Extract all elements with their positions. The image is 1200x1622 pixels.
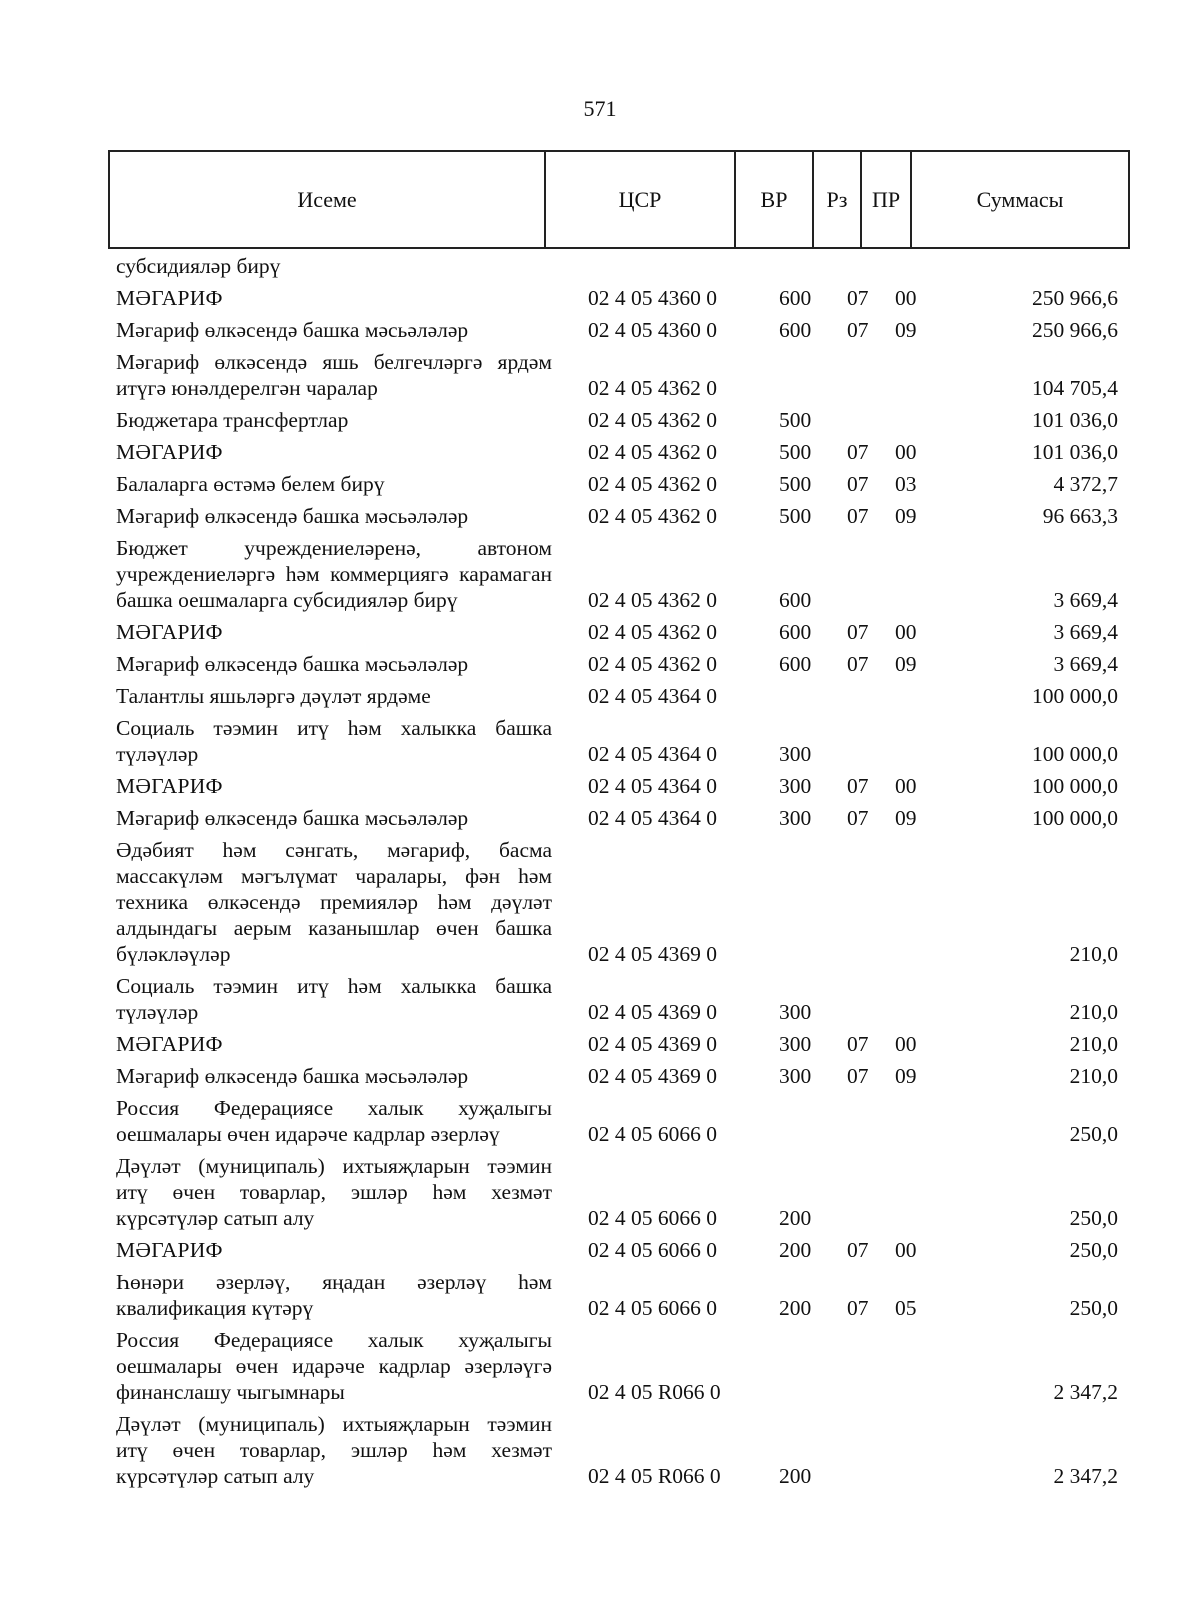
row-name: Мәгариф өлкәсендә яшь белгечләргә ярдәм итүгә юнәлдерелгән чаралар bbox=[116, 350, 552, 400]
row-sum: 210,0 bbox=[1069, 1000, 1118, 1024]
row-vr: 600 bbox=[779, 652, 812, 676]
row-sum: 250 966,6 bbox=[1032, 318, 1118, 342]
row-rz: 07 bbox=[847, 504, 869, 528]
row-name: Мәгариф өлкәсендә башка мәсьәләләр bbox=[116, 318, 469, 342]
row-pr: 00 bbox=[895, 1238, 917, 1262]
row-vr: 500 bbox=[779, 440, 812, 464]
row-csr: 02 4 05 6066 0 bbox=[588, 1296, 717, 1320]
row-name: МӘГАРИФ bbox=[116, 1238, 223, 1262]
row-csr: 02 4 05 6066 0 bbox=[588, 1122, 717, 1146]
row-pr: 09 bbox=[895, 1064, 917, 1088]
row-csr: 02 4 05 4362 0 bbox=[588, 440, 717, 464]
row-name: субсидияләр бирү bbox=[116, 254, 281, 278]
header-rz: Рз bbox=[813, 151, 861, 248]
row-csr: 02 4 05 4364 0 bbox=[588, 684, 717, 708]
row-csr: 02 4 05 4360 0 bbox=[588, 286, 717, 310]
row-csr: 02 4 05 4362 0 bbox=[588, 588, 717, 612]
row-vr: 500 bbox=[779, 504, 812, 528]
header-pr: ПР bbox=[861, 151, 911, 248]
header-name: Исеме bbox=[109, 151, 545, 248]
row-name: Россия Федерациясе халык хуҗалыгы оешмалары өчен идарәче кадрлар әзерләү bbox=[116, 1096, 552, 1146]
table-row bbox=[0, 1266, 1200, 1324]
row-vr: 300 bbox=[779, 1064, 812, 1088]
table-row bbox=[0, 1092, 1200, 1150]
row-name: МӘГАРИФ bbox=[116, 1032, 223, 1056]
row-name: Бюджет учреждениеләренә, автоном учреждениеләргә һәм коммерциягә карамаган башка оешмаларга субсидияләр бирү bbox=[116, 536, 552, 612]
row-name: Мәгариф өлкәсендә башка мәсьәләләр bbox=[116, 504, 469, 528]
row-sum: 210,0 bbox=[1069, 942, 1118, 966]
row-sum: 2 347,2 bbox=[1053, 1464, 1118, 1488]
row-sum: 100 000,0 bbox=[1032, 742, 1118, 766]
row-rz: 07 bbox=[847, 774, 869, 798]
row-name: МӘГАРИФ bbox=[116, 774, 223, 798]
row-csr: 02 4 05 4364 0 bbox=[588, 806, 717, 830]
row-pr: 03 bbox=[895, 472, 917, 496]
row-name: Дәүләт (муниципаль) ихтыяҗларын тәэмин итү өчен товарлар, эшләр һәм хезмәт күрсәтүләр сатып алу bbox=[116, 1412, 552, 1488]
row-csr: 02 4 05 4362 0 bbox=[588, 620, 717, 644]
row-sum: 2 347,2 bbox=[1053, 1380, 1118, 1404]
row-rz: 07 bbox=[847, 620, 869, 644]
header-vr: ВР bbox=[735, 151, 813, 248]
table-row bbox=[0, 802, 1200, 834]
row-sum: 100 000,0 bbox=[1032, 806, 1118, 830]
row-sum: 96 663,3 bbox=[1042, 504, 1118, 528]
row-sum: 210,0 bbox=[1069, 1064, 1118, 1088]
row-sum: 100 000,0 bbox=[1032, 774, 1118, 798]
table-row bbox=[0, 250, 1200, 282]
row-name: Мәгариф өлкәсендә башка мәсьәләләр bbox=[116, 806, 469, 830]
row-vr: 300 bbox=[779, 1032, 812, 1056]
row-rz: 07 bbox=[847, 318, 869, 342]
row-pr: 00 bbox=[895, 286, 917, 310]
row-pr: 00 bbox=[895, 1032, 917, 1056]
row-sum: 210,0 bbox=[1069, 1032, 1118, 1056]
row-name: МӘГАРИФ bbox=[116, 440, 223, 464]
row-csr: 02 4 05 4369 0 bbox=[588, 1064, 717, 1088]
table-body bbox=[0, 250, 1200, 1492]
row-vr: 200 bbox=[779, 1206, 812, 1230]
row-sum: 250,0 bbox=[1069, 1206, 1118, 1230]
table-row bbox=[0, 970, 1200, 1028]
row-rz: 07 bbox=[847, 652, 869, 676]
row-pr: 00 bbox=[895, 440, 917, 464]
table-row bbox=[0, 346, 1200, 404]
row-csr: 02 4 05 4369 0 bbox=[588, 942, 717, 966]
row-sum: 4 372,7 bbox=[1053, 472, 1118, 496]
row-pr: 09 bbox=[895, 504, 917, 528]
row-vr: 600 bbox=[779, 588, 812, 612]
row-vr: 600 bbox=[779, 318, 812, 342]
row-name: Әдәбият һәм сәнгать, мәгариф, басма массакүләм мәгълүмат чаралары, фән һәм техника өлкәсендә премияләр һәм дәүләт алдындагы аерым казанышлар өчен башка бүләкләүләр bbox=[116, 838, 552, 966]
row-sum: 101 036,0 bbox=[1032, 408, 1118, 432]
row-pr: 00 bbox=[895, 774, 917, 798]
row-pr: 05 bbox=[895, 1296, 917, 1320]
row-name: Бюджетара трансфертлар bbox=[116, 408, 349, 432]
row-sum: 250,0 bbox=[1069, 1238, 1118, 1262]
row-name: МӘГАРИФ bbox=[116, 286, 223, 310]
table-row bbox=[0, 500, 1200, 532]
row-name: Балаларга өстәмә белем бирү bbox=[116, 472, 385, 496]
table-row bbox=[0, 468, 1200, 500]
row-rz: 07 bbox=[847, 1296, 869, 1320]
row-vr: 500 bbox=[779, 408, 812, 432]
row-vr: 300 bbox=[779, 742, 812, 766]
row-csr: 02 4 05 4362 0 bbox=[588, 376, 717, 400]
row-name: Социаль тәэмин итү һәм халыкка башка түләүләр bbox=[116, 716, 552, 766]
row-sum: 250,0 bbox=[1069, 1296, 1118, 1320]
table-row bbox=[0, 1234, 1200, 1266]
table-row bbox=[0, 680, 1200, 712]
table-row bbox=[0, 1150, 1200, 1234]
row-csr: 02 4 05 4362 0 bbox=[588, 504, 717, 528]
row-sum: 100 000,0 bbox=[1032, 684, 1118, 708]
row-rz: 07 bbox=[847, 1238, 869, 1262]
row-vr: 300 bbox=[779, 774, 812, 798]
header-csr: ЦСР bbox=[545, 151, 735, 248]
table-row bbox=[0, 1060, 1200, 1092]
row-rz: 07 bbox=[847, 1064, 869, 1088]
row-csr: 02 4 05 4369 0 bbox=[588, 1032, 717, 1056]
row-pr: 00 bbox=[895, 620, 917, 644]
row-sum: 250,0 bbox=[1069, 1122, 1118, 1146]
row-sum: 3 669,4 bbox=[1053, 652, 1118, 676]
row-name: Һөнәри әзерләү, яңадан әзерләү һәм квалификация күтәрү bbox=[116, 1270, 552, 1320]
row-rz: 07 bbox=[847, 1032, 869, 1056]
table-row bbox=[0, 404, 1200, 436]
row-sum: 3 669,4 bbox=[1053, 620, 1118, 644]
row-csr: 02 4 05 4362 0 bbox=[588, 472, 717, 496]
row-pr: 09 bbox=[895, 318, 917, 342]
table-row bbox=[0, 532, 1200, 616]
row-name: Мәгариф өлкәсендә башка мәсьәләләр bbox=[116, 652, 469, 676]
table-row bbox=[0, 1408, 1200, 1492]
row-name: Социаль тәэмин итү һәм халыкка башка түләүләр bbox=[116, 974, 552, 1024]
table-row bbox=[0, 834, 1200, 970]
row-csr: 02 4 05 6066 0 bbox=[588, 1238, 717, 1262]
row-csr: 02 4 05 4362 0 bbox=[588, 652, 717, 676]
table-row bbox=[0, 436, 1200, 468]
table-row bbox=[0, 282, 1200, 314]
table-row bbox=[0, 648, 1200, 680]
table-row bbox=[0, 770, 1200, 802]
row-rz: 07 bbox=[847, 286, 869, 310]
row-vr: 300 bbox=[779, 1000, 812, 1024]
row-rz: 07 bbox=[847, 806, 869, 830]
table-row bbox=[0, 314, 1200, 346]
page-number: 571 bbox=[583, 96, 617, 121]
row-vr: 200 bbox=[779, 1238, 812, 1262]
row-sum: 250 966,6 bbox=[1032, 286, 1118, 310]
table-row bbox=[0, 1028, 1200, 1060]
table-header bbox=[108, 150, 1130, 249]
row-vr: 200 bbox=[779, 1296, 812, 1320]
row-sum: 3 669,4 bbox=[1053, 588, 1118, 612]
row-csr: 02 4 05 4369 0 bbox=[588, 1000, 717, 1024]
row-name: Мәгариф өлкәсендә башка мәсьәләләр bbox=[116, 1064, 469, 1088]
row-vr: 200 bbox=[779, 1464, 812, 1488]
row-csr: 02 4 05 4364 0 bbox=[588, 742, 717, 766]
row-csr: 02 4 05 R066 0 bbox=[588, 1380, 721, 1404]
row-csr: 02 4 05 4364 0 bbox=[588, 774, 717, 798]
row-sum: 104 705,4 bbox=[1032, 376, 1118, 400]
table-row bbox=[0, 616, 1200, 648]
row-rz: 07 bbox=[847, 472, 869, 496]
header-sum: Суммасы bbox=[911, 151, 1129, 248]
table-row bbox=[0, 712, 1200, 770]
row-pr: 09 bbox=[895, 652, 917, 676]
row-rz: 07 bbox=[847, 440, 869, 464]
row-pr: 09 bbox=[895, 806, 917, 830]
row-name: Россия Федерациясе халык хуҗалыгы оешмалары өчен идарәче кадрлар әзерләүгә финанслашу чыгымнары bbox=[116, 1328, 552, 1404]
row-name: Дәүләт (муниципаль) ихтыяҗларын тәэмин итү өчен товарлар, эшләр һәм хезмәт күрсәтүләр сатып алу bbox=[116, 1154, 552, 1230]
row-vr: 600 bbox=[779, 620, 812, 644]
row-csr: 02 4 05 4362 0 bbox=[588, 408, 717, 432]
row-vr: 500 bbox=[779, 472, 812, 496]
row-csr: 02 4 05 R066 0 bbox=[588, 1464, 721, 1488]
row-vr: 600 bbox=[779, 286, 812, 310]
row-csr: 02 4 05 6066 0 bbox=[588, 1206, 717, 1230]
row-csr: 02 4 05 4360 0 bbox=[588, 318, 717, 342]
row-sum: 101 036,0 bbox=[1032, 440, 1118, 464]
row-name: Талантлы яшьләргә дәүләт ярдәме bbox=[116, 684, 431, 708]
table-row bbox=[0, 1324, 1200, 1408]
row-name: МӘГАРИФ bbox=[116, 620, 223, 644]
row-vr: 300 bbox=[779, 806, 812, 830]
